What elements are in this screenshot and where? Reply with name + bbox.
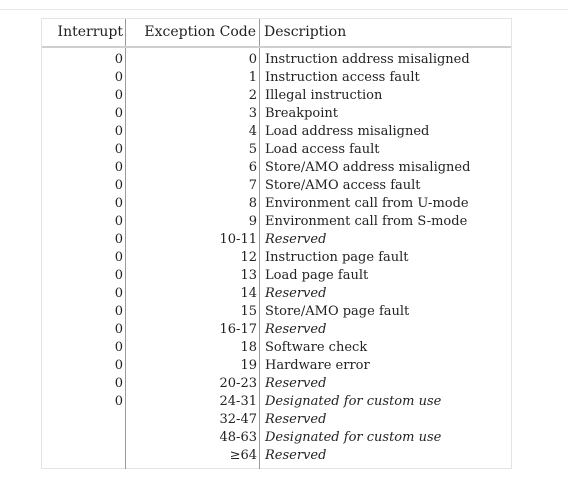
cell-exception-code: 13 [240,268,257,283]
table-row [42,87,511,105]
cell-description: Illegal instruction [265,88,383,103]
table-row [42,321,511,339]
cell-exception-code: 7 [248,178,257,193]
table-row [42,51,511,69]
cell-description: Instruction access fault [265,70,420,85]
cell-exception-code: 14 [240,286,257,301]
cell-interrupt: 0 [114,70,123,85]
cell-exception-code: 2 [248,88,257,103]
table-row [42,69,511,87]
cell-interrupt: 0 [114,340,123,355]
cell-exception-code: 19 [240,358,257,373]
cell-exception-code: 20-23 [219,376,257,391]
cell-interrupt: 0 [114,268,123,283]
cell-description: Software check [265,340,368,355]
table-row [42,159,511,177]
cell-description: Load access fault [265,142,380,157]
table-row [42,393,511,411]
cell-exception-code: 18 [240,340,257,355]
cell-description: Store/AMO page fault [265,304,410,319]
header-description: Description [264,24,347,40]
table-row [42,213,511,231]
cell-interrupt: 0 [114,196,123,211]
cell-interrupt: 0 [114,178,123,193]
cell-description: Environment call from S-mode [265,214,468,229]
cell-exception-code: 9 [248,214,257,229]
cell-description: Reserved [265,448,327,463]
cell-interrupt: 0 [114,304,123,319]
cell-description: Reserved [265,322,327,337]
cell-exception-code: 6 [248,160,257,175]
table-row [42,339,511,357]
cell-description: Load address misaligned [265,124,430,139]
table-row [42,447,511,465]
cell-exception-code: 16-17 [219,322,257,337]
table-body [42,51,511,465]
table-row [42,195,511,213]
cell-exception-code: 10-11 [219,232,257,247]
cell-interrupt: 0 [114,106,123,121]
cell-exception-code: 4 [248,124,257,139]
cell-exception-code: 8 [248,196,257,211]
cell-interrupt: 0 [114,250,123,265]
cell-interrupt: 0 [114,142,123,157]
cell-exception-code: 15 [240,304,257,319]
cell-interrupt: 0 [114,394,123,409]
cell-exception-code: 3 [248,106,257,121]
table-row [42,285,511,303]
cell-interrupt: 0 [114,322,123,337]
cell-exception-code: 24-31 [219,394,257,409]
cell-exception-code: 0 [248,52,257,67]
cell-exception-code: 48-63 [219,430,257,445]
header-interrupt: Interrupt [57,24,123,40]
header-divider [42,46,511,48]
cell-description: Designated for custom use [265,430,442,445]
cell-exception-code: 1 [248,70,257,85]
table-row [42,141,511,159]
table-row [42,429,511,447]
cell-description: Designated for custom use [265,394,442,409]
cell-description: Hardware error [265,358,370,373]
top-divider [0,9,568,10]
cell-exception-code: 32-47 [219,412,257,427]
cell-interrupt: 0 [114,52,123,67]
cell-exception-code: 12 [240,250,257,265]
cell-description: Reserved [265,376,327,391]
cell-interrupt: 0 [114,160,123,175]
cell-description: Environment call from U-mode [265,196,469,211]
cell-description: Load page fault [265,268,369,283]
table-row [42,177,511,195]
cell-interrupt: 0 [114,88,123,103]
cell-interrupt: 0 [114,376,123,391]
cell-description: Store/AMO address misaligned [265,160,471,175]
cell-description: Reserved [265,286,327,301]
table-row [42,267,511,285]
cell-interrupt: 0 [114,358,123,373]
table-row [42,105,511,123]
cell-description: Instruction address misaligned [265,52,470,67]
cell-interrupt: 0 [114,232,123,247]
cell-description: Breakpoint [265,106,338,121]
cell-description: Reserved [265,412,327,427]
cell-description: Reserved [265,232,327,247]
table-row [42,411,511,429]
table-row [42,303,511,321]
cell-description: Store/AMO access fault [265,178,421,193]
cell-interrupt: 0 [114,214,123,229]
table-row [42,375,511,393]
table-header-row [42,23,511,43]
cell-interrupt: 0 [114,124,123,139]
table-row [42,249,511,267]
cell-exception-code: 5 [248,142,257,157]
table-row [42,123,511,141]
cell-interrupt: 0 [114,286,123,301]
cell-description: Instruction page fault [265,250,409,265]
table-row [42,357,511,375]
header-exception-code: Exception Code [144,24,256,40]
cell-exception-code: ≥64 [229,448,257,463]
table-row [42,231,511,249]
